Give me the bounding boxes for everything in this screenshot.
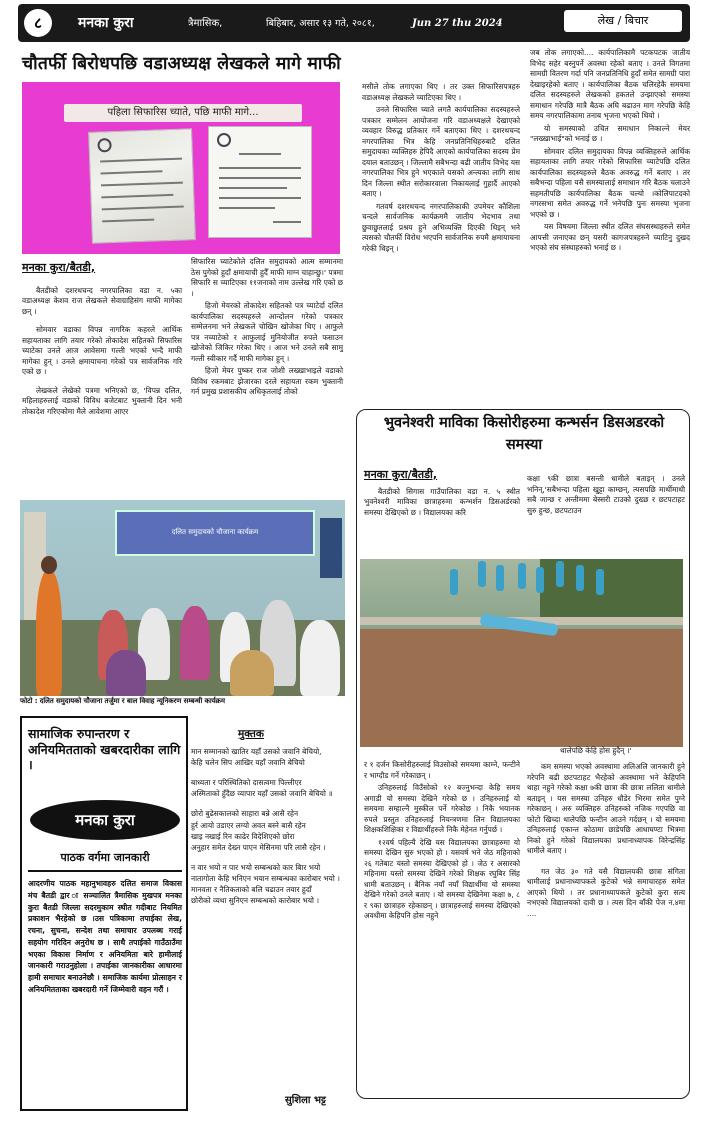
story2-column-2-top [527,474,685,518]
paragraph: बैतडीको सिगास गाउँपालिका वडा न. ५ स्थीत भुवनेश्वरी माविका छात्राहरुमा कन्भर्शन डिसअर्डरको समस्या देखिएको छ । विद्यालयका करि [364,486,520,517]
event-banner [115,510,315,556]
paragraph: हिजो मेयर पुष्कर राज जोशी लख्खाभाइले वडाको विविध रकमबाट झेजारका दरले सहायता रकम भुक्तानी गर्न प्रमुख प्रशासकीय अधिकृतलाई तोको [191,366,343,397]
page-number: ८ [24,9,52,37]
poem-title: मुक्तक [238,728,264,740]
paragraph: उनिहरुलाई विउँसोको १२ बज्नुभन्दा केहि समय अगाडी यो समस्या देखिने गरेको छ । उनिहरुलाई यो समयमा सम्हाल्नै मुस्कील पर्ने गरेकोछ । निकै भयानक रुपले प्रस्तुत उनिहरुलाई नियन्त्रणमा लिन विद्यालयका शिक्षकशिक्षिका र विद्यार्थीहरुले निकै मेहेनत गर्नुपर्छ । [364,783,520,835]
notice-subheading: पाठक वर्गमा जानकारी [28,850,182,872]
story2-byline: मनका कुरा/बैतडी, [364,468,438,481]
paragraph: जब तोक लगाएको.... कार्यपालिकामै पटकपटक जातीय विभेद सहेर बस्नुपर्ने अवस्था रहेको बताए । उनले विगतमा सामग्री वितरण गर्दा पनि जनप्रतिनिधि हुदाँ समेत सामग्री पारा देखाइरहेको बताए । कार्यपालिका बैठक चलिरहेकै समयमा दलित सदस्यहरुले लेखकको हकतले उन्झाएको समस्या समाधान गरेपछि मात्रै बैठक अघि बढाउन माग गरेपछि केहि समय नगरपालिकामा तनाब भृजना भएको थियो । [530,48,690,121]
paragraph: थालेपछि केहि होस हुदैन् ।' [560,746,632,755]
section-label: लेख / बिचार [564,10,682,32]
paragraph: कक्षा ९की छात्रा बसन्ती धामीले बताइन् । उनले भनिन्,'सबैभन्दा पहिला खुट्टा काम्छन्, त्यसपछि मार्थीमाथी सबै जान्छ र अन्तीममा बेस्सरी टाउको दुख्छ र छटपटाहट सुरु हुन्छ, छटपटाउन [527,474,685,515]
paragraph: मसीले तोक लगाएका थिए । तर उक्त सिफारिसपत्रहरु वडाअध्यक्ष लेखकले च्याटिएका थिए । [362,82,520,102]
story1-column-1 [22,260,182,419]
story1-byline: मनका कुरा/बैतडी, [22,261,96,274]
torn-letter-image [88,128,196,244]
story2-under-photo [560,746,684,759]
students-photo [360,559,683,747]
story2-column-2-bottom [527,762,685,921]
paragraph: र १ दर्जन किसोरीहरुलाई विउसोको समयमा काम्ने, फन्टीने र भाग्दौड गर्ने गरेकाछन् । [364,760,520,780]
notice-body: आदरणीय पाठक महानुभावहरु दलित समाज विकास मंच बैतडी द्वार ा सञ्चालित त्रैमासिक मुखपत्र मनका कुरा बैतडी जिल्ला सदरमुकाम स्थीत गदीबाट नियमित प्रकाशन भैरहेको छ ।उस पत्रिकामा तपाईका लेख, रचना, सुचना, सन्देश तथा समाचार उपलब्ध गराई सहयोग गरिदिन अनुरोध छ । साथै तपाईको गाउँठाउँमा भएका विकास निर्माण र अनियमिता बारे हामीलाई जानकारी गराउनुहोला । तपाईका जानकारीका आधारमा हामी समाचार बनाउनेछौ । समाजिक कार्यमा प्रोत्साहन र अनियमितताका खबरदारी गर्ने जिम्मेवारी वहन गरौं । [28,879,182,994]
poem-stanza: बाध्यता र परिस्थितिको दासत्वमा पिल्लीएर अस्मिताको हुँदैछ व्यापार यहाँ उसको जवानि बेचियो ॥ [191,778,333,799]
story2-column-1-top [364,467,520,520]
event-photo [20,500,345,696]
issue-date-english: Jun 27 thu 2024 [412,18,503,29]
event-photo-caption: फोटो : दलित समुदायको चौजाना तर्जुमा र बाल विवाह न्यूनिकरण सम्बन्धी कार्यक्रम [20,697,225,705]
paper-name: मनका कुरा [78,15,134,31]
paragraph: हिजो मेयरको तोकादेश सहितको पत्र च्याटेर्दा दलित कार्यपालिका सदस्यहरुले आन्दोलन गरेको पत्रकार सम्मेलनमा भने लेखकले चोखिन खोजेका थिए । आफुले पत्र नच्याटेको र आफुलाई मुनियोजीत रुपले फसाउन खोजेको जिकिर गरेका थिए । आज भने उनले सबै सामु गल्ती स्वीकार गर्दै माफी मागेका हुन् । [191,301,343,363]
apology-letter-image [208,126,312,238]
poem-stanza: मान सम्मानको खातिर यहाँ उसको जवानि बेचियो, केहि चलेन सिप आखिर यहाँ जवानि बेचियो [191,747,322,768]
paragraph: गतवर्ष दशरथचन्द नगरपालिकाकी उपमेयर कौशिला चन्दले सार्वजनिक कार्यक्रममै जातीय भेदभाव तथा छुवाछुतलाई प्रश्रय हुने अभिव्यक्ति दिएकी थिइन् भने त्यसको चौतर्फी विरोध भएपनि सार्वजनिक रुपमै क्षमायाचना गरेकी थिइन् । [362,201,520,253]
story1-column-2 [191,257,343,400]
story1-column-3 [362,82,520,256]
paragraph: १२वर्ष पहिल्यै देखि यस विद्यालयका छात्राहरुमा यो समस्या देखिन सुरु भएको हो । यसवर्ष भने जेठ महिनाको २६ गतेबाट यस्तो समस्या देखिएको हो । जेठ र असारको महिनामा यस्तो समस्या देखिने गरेको शिक्षक रघुबिर सिंह धामी बताउछन् । बैनिक नयाँ नयाँ विद्यार्थीमा यो समस्या देखिने गरेको उनले बताए । यो समस्या देखिनेमा कक्षा ७, ८ र ९का छात्राहरु रहेकाछन् । छात्राहरुलाई समस्या देखिएको अवधीमा केहिपनि होस नहुने [364,837,520,921]
masthead [18,4,690,42]
story1-photo [22,82,340,254]
paragraph: सोमवार वडाका विपन्न नागरिक कहरले आर्थिक सहायताका लागि तयार गरेको तोकादेश सहितको सिफारिस च्याटेका उनले आज आवेसमा गल्ती भएको भन्दै माफी मागेका हुन् । उनले क्षमायाचना गरेको पत्र सार्वजनिक गरि एको छ । [22,325,182,377]
paragraph: बैतडीको दशरथचन्द नगरपालिका वडा न. ५का वडाअध्यक्ष केशव राज लेखकले सेवाग्राहिसंग माफी मागेका छन् । [22,285,182,316]
paragraph: गत जेठ ३० गते यसै विद्यालयकी छात्रा संगिता धामीलाई प्रधानाध्यापकले कुटेको भन्ने समाचारहरु समेत आएको थियो । तर प्रधानाध्यापकले कुटेको कुरा सत्य नभएको विद्यालयको दावी छ । त्यस दिन बाँकी पेज न.४मा .... [527,866,685,918]
poem-stanza: छोरो बुढेसकालको साहारा बन्ने आसै रहेन हुर्र आयो उडाएर लग्यो अवत बस्ने बासै रहेन खाइ नखाई रिन काढेर विदेशिएको छोरा अनुहार समेत देख्न पाएन मेसिनमा परि लासै रहेन । [191,809,326,852]
poem-author: सुशिला भट्ट [285,1095,326,1106]
reader-notice-box [20,716,188,1111]
issue-date-nepali: बिहिबार, असार १३ गते, २०८१, [266,18,375,29]
paragraph: सिफारिस च्याटेकोले दलित समुदायको आत्म सम्मानमा ठेस पुगेको हुदाँ क्षमायाची हुदैँ माफी माग्न चाहान्छु।' पत्रमा सिफारि स च्याटिएका ११जनाको नाम उल्लेख गरि एको छ । [191,257,343,298]
paragraph: यस विषयमा जिल्ला स्थीत दलित संघसस्थाहरुले समेत आपत्ती जनाएका छन् यसरी कागजपत्रहरुने च्याटिनु दुखद भएको संघ संस्थाहरुको भनाई छ । [530,222,690,253]
story2-headline: भुवनेश्वरी माविका किसोरीहरुमा कन्भर्सन डिसअडरको समस्या [383,415,665,454]
paragraph: सोमवार दलित समुदायका विपन्न व्यक्तिहरुले आर्थिक सहायताका लागि तयार गरेको सिफारिस च्याटेपछि दलित कार्यपालिका सदस्यहरुले बैठक अवरुद्ध गर्ने बताए । तर सबैभन्दा पहिला यसै समस्यालाई समाधान गरि बैठक चलाउने सहमतीपछि कार्यपालिका बैठक चल्यो ।कोलिपाटदको नगरसभा समेत अवरुद्ध गर्ने भनेपछि पुनः समस्या भृजना भएको छ । [530,146,690,219]
poem [191,746,349,915]
paragraph: कम समस्या भएको अवस्थामा अलिअलि जानकारी हुने गरेपनि बढी छटपटाहट भैरहेको अवस्थामा भने केहिपनि थाहा नहुने गरेको कक्षा ७की छात्रा की छात्रा ललिता धामीले बताइन् । यस समस्या उनिहरु धौडेर भिरमा समेत पुग्ने गरेकाछन् । अरु व्यक्तिहरु उनिहरुको नजिक गएपछि वा फोटो खिच्दा थालेपछि फन्टीन आउने गर्दछन् । यो समयमा उनिहरुलाई एकान्त कोठामा छाडेपछि आधाघण्टा भित्रमा निको हुने गरेको विद्यालयका प्रधानाध्यापक विरेन्द्रसिंह धामीले बताए । [527,762,685,856]
story1-photo-caption: पहिला सिफारिस च्याते, पछि माफी मागे... [64,104,302,122]
story1-headline: चौतर्फी बिरोधपछि वडाअध्यक्ष लेखकले मागे माफी [22,54,341,74]
poem-stanza: न वार भयो न पार भयो सम्बन्धको कार बिार भयो नातागोता केहि भनिएन भयान सम्बन्धका कारोबार भयो । मानवता र नैतिकताको बलि चढाउन तयार हुदाँ छोरीको व्यथा सुनिएन सम्बन्धको कारोबार भयो । [191,862,340,906]
paragraph: उनले सिफारिस च्याते लगतै कार्यपालिका सदस्यहरुले पत्रकार सम्मेलन आयोजना गरि वडाअध्यक्षले देखाएको व्यवहार विरुद्ध प्रतिकार गर्ने बताएका थिए । दशरथचन्द नगरपालिका भित्र केहि जनप्रतिनिधिहरुबाटै दलित समुदायका व्यक्तिहरु हेपिदै आएको कार्यपालिका सदस्य प्रेम दयाल बताउछन् । जिल्लामै सबैभन्दा बढी जातीय विभेद यस नगरपालिका भित्र हुने भएकाले यसको अन्त्यका लागि साथ दिन जिल्ला स्थीत सरोकारवाला निकायलाई गुहार्दै आएको बताए । [362,105,520,199]
notice-heading: सामाजिक रुपान्तरण र अनियमितताको खबरदारीका लागि । [28,726,181,773]
story1-column-4 [530,48,690,256]
paper-logo: मनका कुरा [30,800,180,840]
paragraph: लेखकले लेखेको पत्रमा भनिएको छ, 'विपन्न दलित, महिलाहरुलाई वडाको विविध बजेटबाट भुक्तानी दिन भनी तोकादेश गरिएकोमा मैले आवेशमा आएर [22,385,182,416]
publication-frequency: त्रैमासिक, [188,18,223,29]
story2-column-1-bottom [364,760,520,924]
paragraph: यो समस्याको उचित समाधान निकाल्ने मेयर "लख्खाभाई"को भनाई छ । [530,123,690,144]
event-banner-text: दलित समुदायको चौजाना कार्यक्रम [171,528,259,536]
